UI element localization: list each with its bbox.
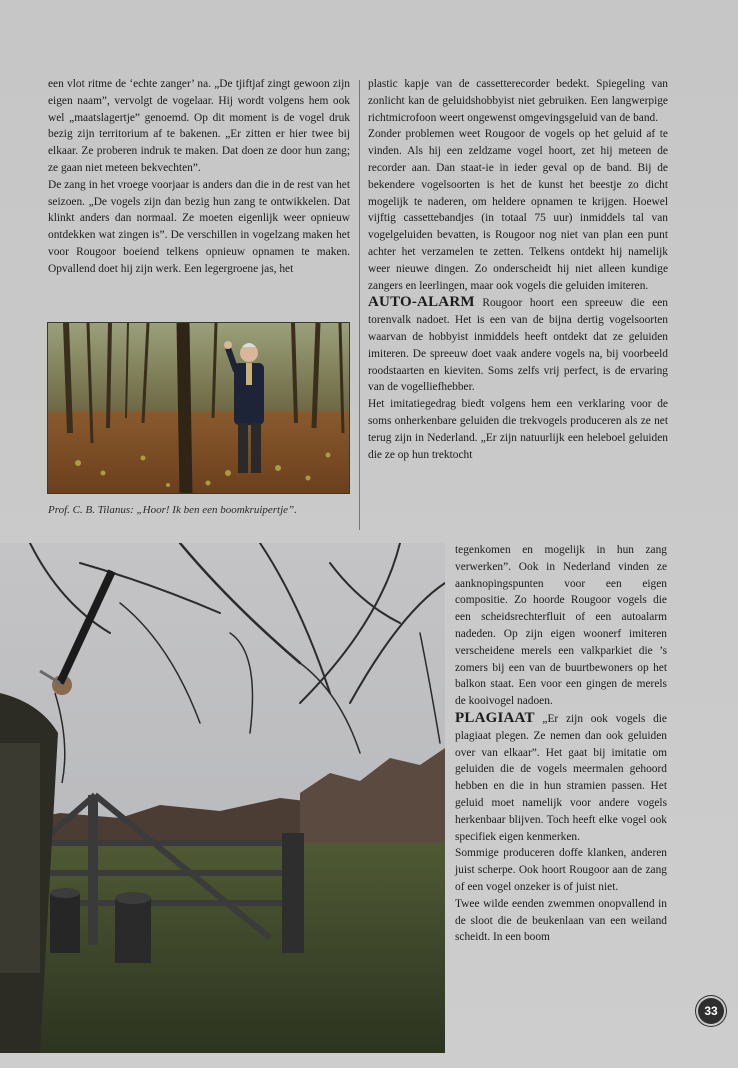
left-column (48, 76, 350, 278)
field-photo (0, 543, 445, 1053)
section-heading-auto-alarm: AUTO-ALARM (368, 294, 475, 311)
right-column (368, 76, 668, 463)
section-heading-plagiaat: PLAGIAAT (455, 709, 535, 726)
left-paragraph-1: een vlot ritme de ‘echte zanger’ na. „De tjiftjaf zingt gewoon zijn eigen naam”, vervolgt de vogelaar. Hij wordt volgens hem ook wel „maatslagertje” genoemd. Op dit moment is de vogel druk bezig zijn territorium af te bakenen. „Er zitten er hier twee bij elkaar. Ze proberen indruk te maken. Dat doen ze door hun zang; ze gaan niet meteen bekvechten”. (48, 78, 350, 174)
column-divider (359, 80, 360, 530)
narrow-paragraph-3: Sommige produceren doffe klanken, anderen juist scherpe. Ook hoort Rougoor aan de zang of een vogel onzeker is of juist niet. (455, 847, 667, 893)
narrow-paragraph-4: Twee wilde eenden zwemmen onopvallend in de sloot die de beukenlaan van een weiland scheidt. In een boom (455, 897, 667, 944)
narrow-paragraph-2 (455, 710, 667, 845)
page-number-badge: 33 (698, 998, 724, 1024)
plagiaat-text: „Er zijn ook vogels die plagiaat plegen. Ze nemen dan ook geluiden over van elkaar”. Het gaat bij imitatie om geluiden die de vogels meermalen gehoord hebben en die in hun stramien passen. Het geluid moet namelijk voor andere vogels herkenbaar blijven. Toch heeft elke vogel ook specifiek eigen kenmerken. (455, 712, 667, 843)
right-paragraph-1: plastic kapje van de cassetterecorder bedekt. Spiegeling van zonlicht kan de geluidshobbyist niet gebruiken. Een langwerpige richtmicrofoon weert ongewenst omgevingsgeluid van de band. (368, 78, 668, 124)
right-paragraph-4: Het imitatiegedrag biedt volgens hem een verklaring voor de soms onherkenbare geluiden die trekvogels produceren als ze net terug zijn in Nederland. „Er zijn natuurlijk een heleboel geluiden die ze op hun trektocht (368, 398, 668, 461)
narrow-paragraph-1: tegenkomen en mogelijk in hun zang verwerken”. Ook in Nederland vinden ze aanknopingspunten voor een eigen compositie. Zo hoorde Rougoor vogels die een scheidsrechterfluit of een autoalarm nadeden. Op zijn eigen woonerf imiteren verscheidene merels een valkparkiet die ’s zomers bij een van de buurtbewoners op het balkon staat. Een voor een gingen de merels de kooivogel nadoen. (455, 544, 667, 708)
right-narrow-column (455, 542, 667, 946)
right-paragraph-3 (368, 294, 668, 396)
photo-caption: Prof. C. B. Tilanus: „Hoor! Ik ben een boomkruipertje”. (48, 504, 297, 516)
auto-alarm-text: Rougoor hoort een spreeuw die een torenvalk nadoet. Het is een van de bijna dertig vogelsoorten waarvan de hobbyist inmiddels heeft ontdekt dat ze geluiden imiteren. De spreeuw doet vaak andere vogels na, bij voorbeeld roodstaarten en kieviten. Soms zelfs vrij perfect, is de ervaring van de vogelliefhebber. (368, 297, 668, 394)
forest-photo (47, 322, 350, 494)
left-paragraph-2: De zang in het vroege voorjaar is anders dan die in de rest van het seizoen. „De vogels zijn dan bezig hun zang te ontwikkelen. Dat klinkt anders dan normaal. Ze moeten eigenlijk weer opnieuw ontdekken wat zingen is”. De verschillen in vogelzang maken het voor Rougoor boeiend telkens opnieuw opnamen te maken. Opvallend doet hij zijn werk. Een legergroene jas, het (48, 178, 350, 275)
right-paragraph-2: Zonder problemen weet Rougoor de vogels op het geluid af te vinden. Als hij een zeldzame vogel hoort, zet hij meteen de recorder aan. Dan staat-ie in ieder geval op de band. Bij de bekendere vogelsoorten is het de kunst het beestje zo dicht mogelijk te naderen, om heldere opnamen te krijgen. Hoewel vijftig cassettebandjes (in totaal 75 uur) inmiddels tal van vogelgeluiden bevatten, is Rougoor nog niet van plan een punt achter het verzamelen te zetten. Telkens ontdekt hij namelijk weer nieuwe dingen. Zo onderscheidt hij niet alleen kundige zangers en leerlingen, maar ook vogels die geluiden imiteren. (368, 128, 668, 292)
